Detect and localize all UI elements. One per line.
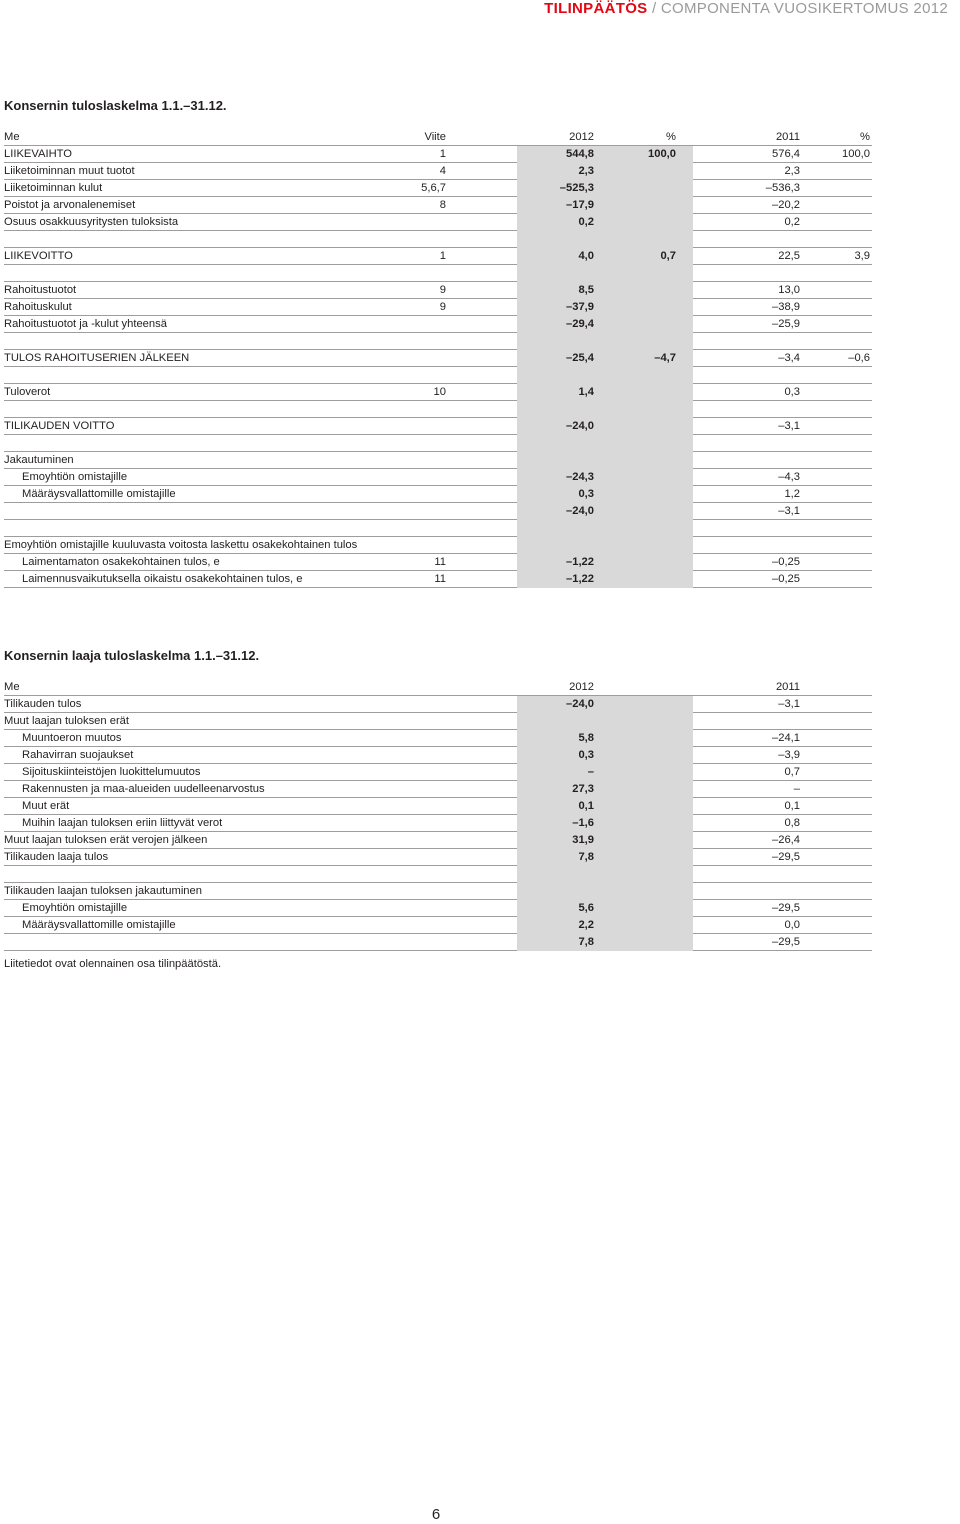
table-row bbox=[4, 214, 872, 231]
note-ref: 9 bbox=[439, 301, 446, 313]
value-2012: –24,0 bbox=[566, 698, 594, 710]
row-label: TILIKAUDEN VOITTO bbox=[4, 420, 115, 432]
row-label: Osuus osakkuusyritysten tuloksista bbox=[4, 216, 179, 228]
table-row bbox=[4, 503, 872, 520]
pct-2012: 0,7 bbox=[660, 250, 676, 262]
table-row bbox=[4, 350, 872, 367]
row-label: Poistot ja arvonalenemiset bbox=[4, 199, 136, 211]
column-header-note: Viite bbox=[424, 131, 446, 143]
note-ref: 4 bbox=[439, 165, 446, 177]
row-label: Liiketoiminnan muut tuotot bbox=[4, 165, 135, 177]
note-ref: 9 bbox=[439, 284, 446, 296]
highlight-column-2012 bbox=[517, 764, 693, 781]
value-2012: 0,3 bbox=[578, 749, 594, 761]
row-label: LIIKEVAIHTO bbox=[4, 148, 72, 160]
table-row bbox=[4, 900, 872, 917]
highlight-column-2012 bbox=[517, 333, 693, 350]
highlight-column-2012 bbox=[517, 849, 693, 866]
value-2011: 0,2 bbox=[784, 216, 800, 228]
value-2012: 5,8 bbox=[578, 732, 594, 744]
column-header-2011: 2011 bbox=[775, 681, 800, 693]
value-2011: 0,0 bbox=[784, 919, 800, 931]
note-ref: 11 bbox=[434, 556, 446, 568]
row-label: Laimentamaton osakekohtainen tulos, e bbox=[22, 556, 220, 568]
table-row bbox=[4, 934, 872, 951]
row-label: Laimennusvaikutuksella oikaistu osakekohtainen tulos, e bbox=[22, 573, 303, 585]
value-2012: 0,3 bbox=[578, 488, 594, 500]
value-2011: –3,4 bbox=[778, 352, 800, 364]
table-row bbox=[4, 180, 872, 197]
row-label: Määräysvallattomille omistajille bbox=[22, 488, 176, 500]
value-2011: –26,4 bbox=[772, 834, 800, 846]
value-2012: –29,4 bbox=[566, 318, 594, 330]
highlight-column-2012 bbox=[517, 747, 693, 764]
table-row bbox=[4, 832, 872, 849]
comprehensive-income-table bbox=[4, 679, 872, 951]
table-row bbox=[4, 866, 872, 883]
highlight-column-2012 bbox=[517, 917, 693, 934]
value-2011: 0,8 bbox=[784, 817, 800, 829]
highlight-column-2012 bbox=[517, 571, 693, 588]
highlight-column-2012 bbox=[517, 781, 693, 798]
column-header-2012: 2012 bbox=[569, 131, 594, 143]
value-2011: 0,7 bbox=[784, 766, 800, 778]
value-2012: 544,8 bbox=[566, 148, 594, 160]
value-2012: 0,1 bbox=[578, 800, 594, 812]
highlight-column-2012 bbox=[517, 265, 693, 282]
table-row bbox=[4, 764, 872, 781]
comprehensive-income-title: Konsernin laaja tuloslaskelma 1.1.–31.12. bbox=[4, 648, 260, 663]
value-2012: –24,3 bbox=[566, 471, 594, 483]
note-ref: 1 bbox=[439, 250, 446, 262]
value-2012: –24,0 bbox=[566, 420, 594, 432]
value-2012: 4,0 bbox=[578, 250, 594, 262]
header-separator: / bbox=[651, 0, 657, 17]
note-ref: 5,6,7 bbox=[421, 182, 446, 194]
table-row bbox=[4, 883, 872, 900]
pct-2011: –0,6 bbox=[848, 352, 870, 364]
row-label: Jakautuminen bbox=[4, 454, 74, 466]
table-row bbox=[4, 197, 872, 214]
table-row bbox=[4, 384, 872, 401]
row-label: Muut erät bbox=[22, 800, 70, 812]
table-row bbox=[4, 333, 872, 350]
highlight-column-2012 bbox=[517, 367, 693, 384]
value-2012: 1,4 bbox=[578, 386, 594, 398]
column-header-2011: 2011 bbox=[775, 131, 800, 143]
highlight-column-2012 bbox=[517, 486, 693, 503]
highlight-column-2012 bbox=[517, 299, 693, 316]
highlight-column-2012 bbox=[517, 883, 693, 900]
page-number: 6 bbox=[431, 1506, 441, 1523]
value-2011: –20,2 bbox=[772, 199, 800, 211]
column-header-label: Me bbox=[4, 681, 20, 693]
value-2011: –3,9 bbox=[778, 749, 800, 761]
row-label: Rahoitustuotot bbox=[4, 284, 77, 296]
value-2012: –1,22 bbox=[566, 573, 594, 585]
value-2012: 0,2 bbox=[578, 216, 594, 228]
pct-2012: 100,0 bbox=[648, 148, 676, 160]
table-row bbox=[4, 299, 872, 316]
footnote: Liitetiedot ovat olennainen osa tilinpäätöstä. bbox=[4, 958, 222, 970]
table-row bbox=[4, 282, 872, 299]
value-2012: –525,3 bbox=[559, 182, 594, 194]
highlight-column-2012 bbox=[517, 316, 693, 333]
value-2012: 7,8 bbox=[578, 936, 594, 948]
row-label: Rahavirran suojaukset bbox=[22, 749, 134, 761]
highlight-column-2012 bbox=[517, 934, 693, 951]
value-2011: –25,9 bbox=[772, 318, 800, 330]
table-row bbox=[4, 367, 872, 384]
highlight-column-2012 bbox=[517, 435, 693, 452]
highlight-column-2012 bbox=[517, 163, 693, 180]
column-header-pct-2011: % bbox=[860, 131, 870, 143]
table-row bbox=[4, 815, 872, 832]
row-label: Emoyhtiön omistajille bbox=[22, 471, 128, 483]
row-label: Tilikauden laajan tuloksen jakautuminen bbox=[4, 885, 202, 897]
value-2012: –24,0 bbox=[566, 505, 594, 517]
table-row bbox=[4, 486, 872, 503]
row-label: TULOS RAHOITUSERIEN JÄLKEEN bbox=[4, 352, 190, 364]
table-header-row bbox=[4, 129, 872, 146]
table-row bbox=[4, 696, 872, 713]
value-2011: –536,3 bbox=[765, 182, 800, 194]
value-2011: 1,2 bbox=[784, 488, 800, 500]
row-label: Liiketoiminnan kulut bbox=[4, 182, 103, 194]
highlight-column-2012 bbox=[517, 197, 693, 214]
value-2011: –29,5 bbox=[772, 902, 800, 914]
table-row bbox=[4, 537, 872, 554]
row-label: Muut laajan tuloksen erät verojen jälkeen bbox=[4, 834, 208, 846]
value-2011: –29,5 bbox=[772, 936, 800, 948]
value-2012: –17,9 bbox=[566, 199, 594, 211]
column-header-2012: 2012 bbox=[569, 681, 594, 693]
header-brand: TILINPÄÄTÖS bbox=[544, 0, 648, 17]
table-header-row bbox=[4, 679, 872, 696]
table-row bbox=[4, 713, 872, 730]
value-2011: 2,3 bbox=[784, 165, 800, 177]
table-row bbox=[4, 435, 872, 452]
value-2012: 5,6 bbox=[578, 902, 594, 914]
row-label: Muuntoeron muutos bbox=[22, 732, 122, 744]
table-row bbox=[4, 231, 872, 248]
column-header-pct-2012: % bbox=[666, 131, 676, 143]
value-2012: 8,5 bbox=[578, 284, 594, 296]
row-label: Muihin laajan tuloksen eriin liittyvät verot bbox=[22, 817, 223, 829]
page-header bbox=[544, 0, 948, 22]
highlight-column-2012 bbox=[517, 537, 693, 554]
table-row bbox=[4, 571, 872, 588]
value-2011: 22,5 bbox=[778, 250, 800, 262]
income-statement-table bbox=[4, 129, 872, 588]
pct-2011: 100,0 bbox=[842, 148, 870, 160]
value-2012: –1,22 bbox=[566, 556, 594, 568]
row-label: Muut laajan tuloksen erät bbox=[4, 715, 130, 727]
table-row bbox=[4, 747, 872, 764]
value-2011: –3,1 bbox=[778, 698, 800, 710]
value-2011: –3,1 bbox=[778, 505, 800, 517]
table-row bbox=[4, 917, 872, 934]
table-row bbox=[4, 730, 872, 747]
row-label: LIIKEVOITTO bbox=[4, 250, 73, 262]
income-statement-title: Konsernin tuloslaskelma 1.1.–31.12. bbox=[4, 98, 227, 113]
value-2011: –0,25 bbox=[772, 573, 800, 585]
row-label: Määräysvallattomille omistajille bbox=[22, 919, 176, 931]
highlight-column-2012 bbox=[517, 713, 693, 730]
value-2012: 2,3 bbox=[578, 165, 594, 177]
value-2011: 0,1 bbox=[784, 800, 800, 812]
highlight-column-2012 bbox=[517, 832, 693, 849]
row-label: Tuloverot bbox=[4, 386, 51, 398]
highlight-column-2012 bbox=[517, 231, 693, 248]
value-2011: –38,9 bbox=[772, 301, 800, 313]
highlight-column-2012 bbox=[517, 401, 693, 418]
value-2011: –3,1 bbox=[778, 420, 800, 432]
table-row bbox=[4, 146, 872, 163]
note-ref: 11 bbox=[434, 573, 446, 585]
highlight-column-2012 bbox=[517, 503, 693, 520]
row-label: Tilikauden tulos bbox=[4, 698, 82, 710]
highlight-column-2012 bbox=[517, 384, 693, 401]
pct-2011: 3,9 bbox=[854, 250, 870, 262]
value-2011: –0,25 bbox=[772, 556, 800, 568]
table-row bbox=[4, 316, 872, 333]
table-row bbox=[4, 849, 872, 866]
table-row bbox=[4, 248, 872, 265]
row-label: Sijoituskiinteistöjen luokittelumuutos bbox=[22, 766, 201, 778]
value-2012: –37,9 bbox=[566, 301, 594, 313]
value-2012: 7,8 bbox=[578, 851, 594, 863]
highlight-column-2012 bbox=[517, 815, 693, 832]
value-2011: –24,1 bbox=[772, 732, 800, 744]
highlight-column-2012 bbox=[517, 866, 693, 883]
row-label: Rakennusten ja maa-alueiden uudelleenarvostus bbox=[22, 783, 265, 795]
value-2012: 31,9 bbox=[572, 834, 594, 846]
value-2012: –1,6 bbox=[572, 817, 594, 829]
table-row bbox=[4, 554, 872, 571]
table-row bbox=[4, 781, 872, 798]
row-label: Emoyhtiön omistajille kuuluvasta voitosta laskettu osakekohtainen tulos bbox=[4, 539, 358, 551]
value-2011: 13,0 bbox=[778, 284, 800, 296]
highlight-column-2012 bbox=[517, 282, 693, 299]
highlight-column-2012 bbox=[517, 520, 693, 537]
pct-2012: –4,7 bbox=[654, 352, 676, 364]
value-2011: 576,4 bbox=[772, 148, 800, 160]
value-2011: – bbox=[793, 783, 800, 795]
table-row bbox=[4, 265, 872, 282]
row-label: Tilikauden laaja tulos bbox=[4, 851, 109, 863]
table-row bbox=[4, 520, 872, 537]
table-row bbox=[4, 469, 872, 486]
value-2012: –25,4 bbox=[566, 352, 594, 364]
value-2011: –29,5 bbox=[772, 851, 800, 863]
value-2011: 0,3 bbox=[784, 386, 800, 398]
highlight-column-2012 bbox=[517, 730, 693, 747]
highlight-column-2012 bbox=[517, 696, 693, 713]
value-2012: 2,2 bbox=[578, 919, 594, 931]
note-ref: 8 bbox=[439, 199, 446, 211]
table-row bbox=[4, 418, 872, 435]
highlight-column-2012 bbox=[517, 180, 693, 197]
header-subtitle: COMPONENTA VUOSIKERTOMUS 2012 bbox=[660, 0, 948, 17]
value-2011: –4,3 bbox=[778, 471, 800, 483]
highlight-column-2012 bbox=[517, 554, 693, 571]
highlight-column-2012 bbox=[517, 418, 693, 435]
note-ref: 10 bbox=[433, 386, 446, 398]
row-label: Rahoituskulut bbox=[4, 301, 72, 313]
row-label: Emoyhtiön omistajille bbox=[22, 902, 128, 914]
table-row bbox=[4, 798, 872, 815]
highlight-column-2012 bbox=[517, 469, 693, 486]
value-2012: 27,3 bbox=[572, 783, 594, 795]
highlight-column-2012 bbox=[517, 452, 693, 469]
table-row bbox=[4, 401, 872, 418]
column-header-label: Me bbox=[4, 131, 20, 143]
highlight-column-2012 bbox=[517, 798, 693, 815]
table-row bbox=[4, 163, 872, 180]
row-label: Rahoitustuotot ja -kulut yhteensä bbox=[4, 318, 167, 330]
highlight-column-2012 bbox=[517, 214, 693, 231]
value-2012: – bbox=[587, 766, 594, 778]
table-row bbox=[4, 452, 872, 469]
highlight-column-2012 bbox=[517, 900, 693, 917]
note-ref: 1 bbox=[439, 148, 446, 160]
